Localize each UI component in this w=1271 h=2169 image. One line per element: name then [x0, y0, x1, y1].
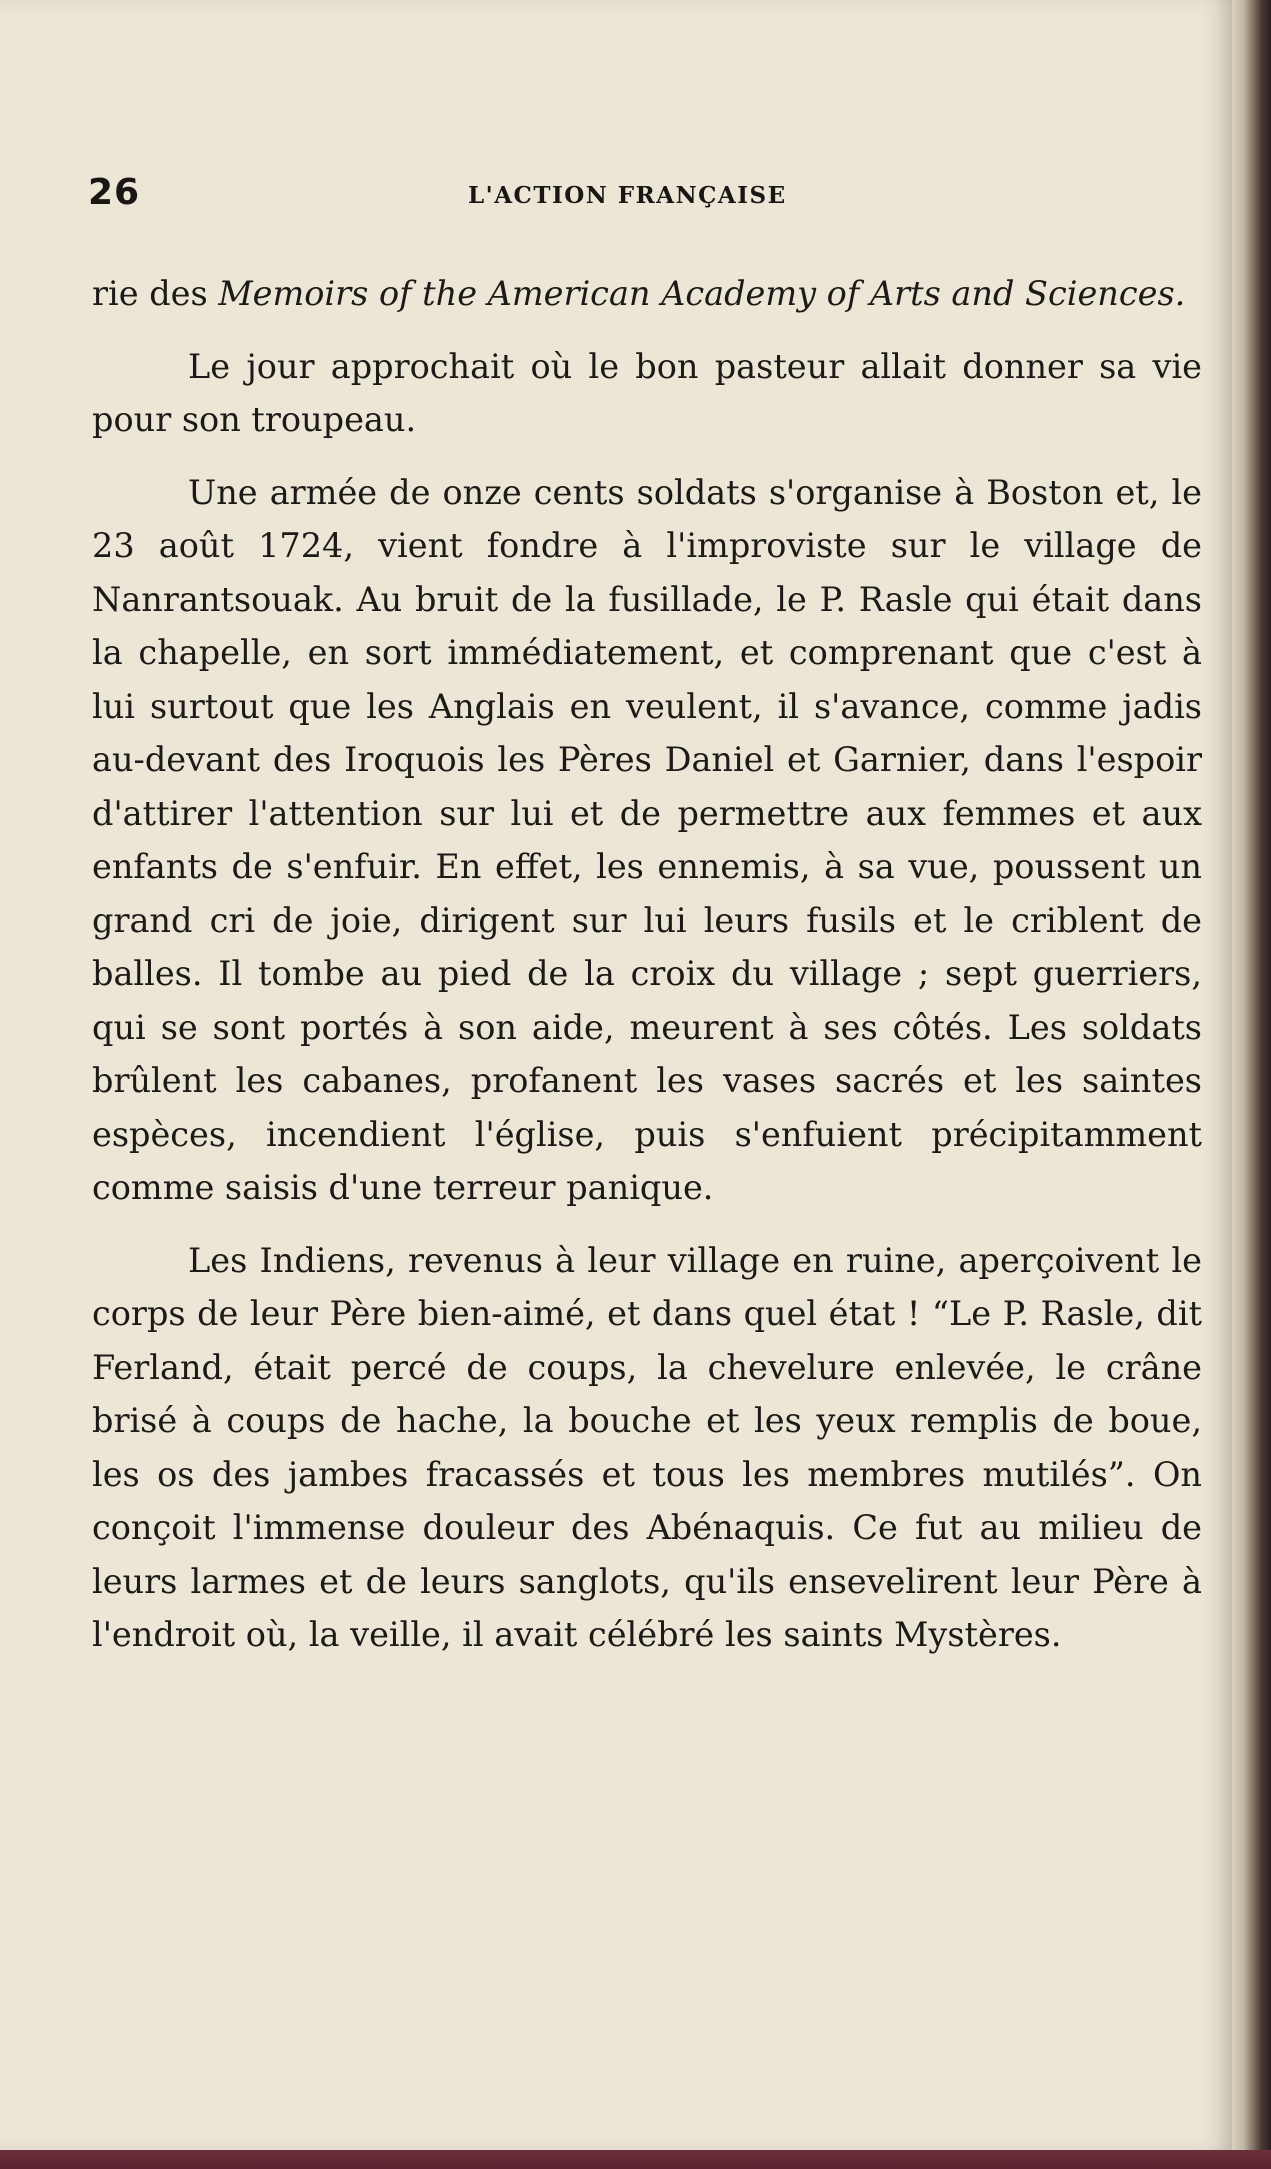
book-cover-edge [0, 2150, 1271, 2169]
page-edge-shadow [1232, 0, 1271, 2169]
running-head: L'ACTION FRANÇAISE [468, 182, 787, 209]
paragraph-4: Les Indiens, revenus à leur village en ruine, aperçoivent le corps de leur Père bien-aimé, et dans quel état ! “Le P. Rasle, dit Ferland, était percé de coups, la chevelure enlevée, le crâne brisé à coups de hache, la bouche et les yeux remplis de boue, les os des jambes fracassés et tous les membres mutilés”. On conçoit l'immense douleur des Abénaquis. Ce fut au milieu de leurs larmes et de leurs sanglots, qu'ils ensevelirent leur Père à l'endroit où, la veille, il avait célébré les saints Mystères. [92, 1240, 1202, 1654]
page-header [88, 172, 1206, 222]
journal-title: Memoirs of the American Academy of Arts and Sciences. [218, 274, 1186, 313]
paragraph-2: Le jour approchait où le bon pasteur allait donner sa vie pour son troupeau. [92, 346, 1202, 439]
paragraph-1 [92, 267, 1202, 321]
body-text [92, 267, 1202, 1662]
paragraph-1-prefix: rie des [92, 274, 219, 313]
paragraph-3: Une armée de onze cents soldats s'organise à Boston et, le 23 août 1724, vient fondre à l'improviste sur le village de Nanrantsouak. Au bruit de la fusillade, le P. Rasle qui était dans la chapelle, en sort immédiatement, et comprenant que c'est à lui surtout que les Anglais en veulent, il s'avance, comme jadis au-devant des Iroquois les Pères Daniel et Garnier, dans l'espoir d'attirer l'attention sur lui et de permettre aux femmes et aux enfants de s'enfuir. En effet, les ennemis, à sa vue, poussent un grand cri de joie, dirigent sur lui leurs fusils et le criblent de balles. Il tombe au pied de la croix du village ; sept guerriers, qui se sont portés à son aide, meurent à ses côtés. Les soldats brûlent les cabanes, profanent les vases sacrés et les saintes espèces, incendient l'église, puis s'enfuient précipitamment comme saisis d'une terreur panique. [92, 472, 1202, 1207]
page-number: 26 [88, 172, 141, 213]
